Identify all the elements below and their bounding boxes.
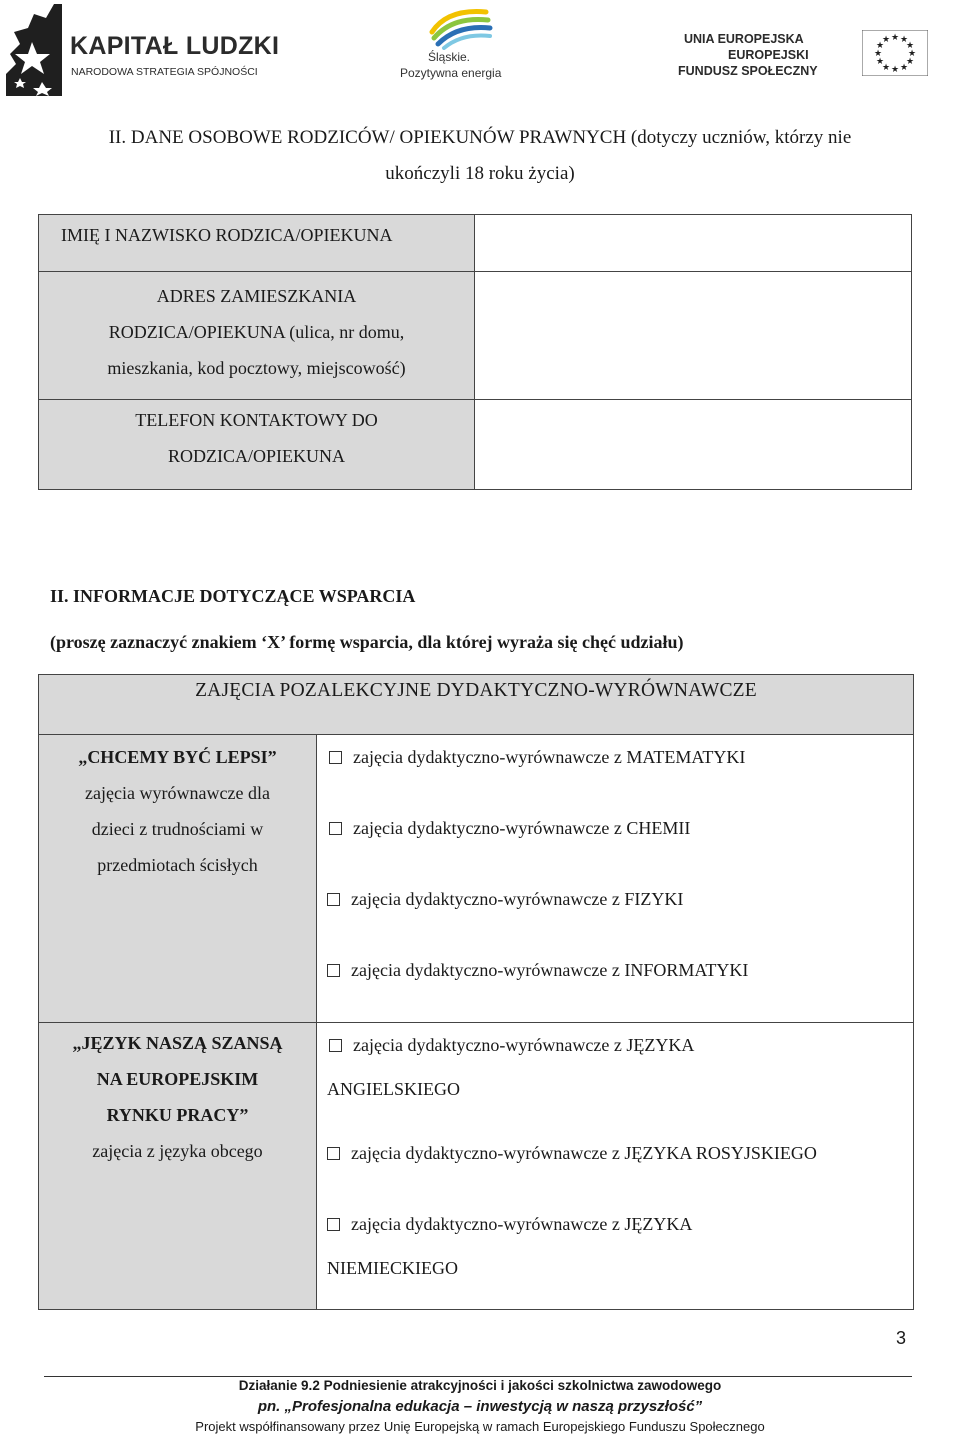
option-matematyka[interactable]	[329, 735, 745, 779]
group-desc-line: przedmiotach ścisłych	[97, 855, 258, 875]
field-parent-address[interactable]	[475, 271, 911, 399]
option-informatyka[interactable]	[327, 948, 748, 992]
footer-divider	[44, 1376, 912, 1377]
group-desc-line: dzieci z trudnościami w	[91, 819, 264, 839]
group-options-chcemy-byc-lepsi	[317, 735, 913, 1022]
group-title-line: NA EUROPEJSKIM	[96, 1069, 259, 1089]
support-table-header: ZAJĘCIA POZALEKCYJNE DYDAKTYCZNO-WYRÓWNAWCZE	[39, 675, 913, 735]
kapital-ludzki-emblem-icon	[6, 4, 66, 96]
option-label: zajęcia dydaktyczno-wyrównawcze z JĘZYKA ROSYJSKIEGO	[351, 1143, 817, 1163]
option-niemiecki-cont: NIEMIECKIEGO	[327, 1258, 458, 1278]
checkbox-matematyka[interactable]	[329, 751, 342, 764]
slaskie-tagline: Pozytywna energia	[400, 66, 502, 80]
group-desc-line: zajęcia z języka obcego	[92, 1141, 263, 1161]
svg-text:★: ★	[875, 57, 885, 67]
footer-line3: Projekt współfinansowany przez Unię Europejską w ramach Europejskiego Funduszu Społecznego	[195, 1419, 765, 1434]
label-line: mieszkania, kod pocztowy, miejscowość)	[107, 358, 406, 378]
slaskie-logo	[398, 4, 518, 84]
parents-table	[38, 214, 912, 490]
option-label: zajęcia dydaktyczno-wyrównawcze z JĘZYKA	[351, 1214, 693, 1234]
support-table	[38, 674, 914, 1310]
parents-section-heading	[40, 120, 920, 192]
footer-line2	[0, 1398, 960, 1415]
label-line: ADRES ZAMIESZKANIA	[156, 286, 357, 306]
option-chemia[interactable]	[329, 806, 690, 850]
svg-text:★: ★	[905, 57, 915, 67]
svg-text:★: ★	[907, 49, 917, 59]
parents-heading-line2: ukończyli 18 roku życia)	[385, 163, 575, 184]
option-niemiecki[interactable]	[327, 1202, 692, 1246]
checkbox-rosyjski[interactable]	[327, 1147, 340, 1160]
field-parent-phone[interactable]	[475, 399, 911, 489]
eu-line3: FUNDUSZ SPOŁECZNY	[678, 64, 818, 78]
checkbox-niemiecki[interactable]	[327, 1218, 340, 1231]
option-label: zajęcia dydaktyczno-wyrównawcze z JĘZYKA	[353, 1035, 695, 1055]
support-instruction: (proszę zaznaczyć znakiem ‘X’ formę wsparcia, dla której wyraża się chęć udziału)	[50, 632, 684, 652]
svg-text:★: ★	[905, 41, 915, 51]
kapital-ludzki-subtitle: NARODOWA STRATEGIA SPÓJNOŚCI	[71, 66, 258, 78]
svg-text:★: ★	[890, 65, 900, 75]
group-desc-line: zajęcia wyrównawcze dla	[85, 783, 270, 803]
svg-text:★: ★	[899, 35, 909, 45]
group-title: „CHCEMY BYĆ LEPSI”	[78, 747, 277, 767]
eu-line2: EUROPEJSKI	[728, 48, 809, 62]
svg-text:★: ★	[881, 63, 891, 73]
checkbox-chemia[interactable]	[329, 822, 342, 835]
eu-line1: UNIA EUROPEJSKA	[684, 32, 804, 46]
kapital-ludzki-title: KAPITAŁ LUDZKI	[70, 32, 280, 60]
kapital-ludzki-logo	[6, 4, 280, 96]
label-line: RODZICA/OPIEKUNA (ulica, nr domu,	[108, 322, 405, 342]
svg-text:★: ★	[881, 35, 891, 45]
checkbox-angielski[interactable]	[329, 1039, 342, 1052]
group-title-line: „JĘZYK NASZĄ SZANSĄ	[72, 1033, 283, 1053]
option-label: zajęcia dydaktyczno-wyrównawcze z INFORMATYKI	[351, 960, 749, 980]
option-fizyka[interactable]	[327, 877, 683, 921]
support-section-heading: II. INFORMACJE DOTYCZĄCE WSPARCIA	[50, 586, 416, 606]
group-label-chcemy-byc-lepsi	[39, 735, 317, 1022]
group-options-jezyk-nasza-szansa	[317, 1022, 913, 1309]
slaskie-waves-icon	[426, 6, 496, 50]
option-label: zajęcia dydaktyczno-wyrównawcze z FIZYKI	[351, 889, 684, 909]
svg-text:★: ★	[899, 63, 909, 73]
footer-line2-prefix: pn.	[257, 1398, 281, 1415]
option-label: zajęcia dydaktyczno-wyrównawcze z CHEMII	[353, 818, 691, 838]
page-number: 3	[896, 1328, 907, 1348]
group-label-jezyk-nasza-szansa	[39, 1022, 317, 1309]
option-label: zajęcia dydaktyczno-wyrównawcze z MATEMATYKI	[353, 747, 746, 767]
group-title-line: RYNKU PRACY”	[106, 1105, 249, 1125]
checkbox-fizyka[interactable]	[327, 893, 340, 906]
field-parent-name[interactable]	[475, 215, 911, 271]
slaskie-name: Śląskie.	[428, 50, 471, 64]
option-angielski[interactable]	[329, 1023, 694, 1067]
option-rosyjski[interactable]	[327, 1131, 817, 1175]
label-parent-address	[39, 271, 475, 399]
label-line: RODZICA/OPIEKUNA	[168, 446, 345, 466]
eu-flag-icon	[862, 30, 928, 76]
svg-text:★: ★	[873, 49, 883, 59]
svg-text:★: ★	[890, 33, 900, 43]
footer-line1: Działanie 9.2 Podniesienie atrakcyjności i jakości szkolnictwa zawodowego	[238, 1378, 722, 1393]
footer-line2-title: „Profesjonalna edukacja – inwestycją w naszą przyszłość”	[284, 1398, 703, 1415]
checkbox-informatyka[interactable]	[327, 964, 340, 977]
parents-heading-line1: II. DANE OSOBOWE RODZICÓW/ OPIEKUNÓW PRAWNYCH (dotyczy uczniów, którzy nie	[108, 127, 852, 148]
option-angielski-cont: ANGIELSKIEGO	[327, 1079, 460, 1099]
label-line: IMIĘ I NAZWISKO RODZICA/OPIEKUNA	[61, 225, 393, 245]
svg-text:★: ★	[875, 41, 885, 51]
label-parent-phone	[39, 399, 475, 489]
label-line: TELEFON KONTAKTOWY DO	[135, 410, 378, 430]
label-parent-name	[39, 215, 475, 271]
eu-logo	[674, 30, 954, 90]
